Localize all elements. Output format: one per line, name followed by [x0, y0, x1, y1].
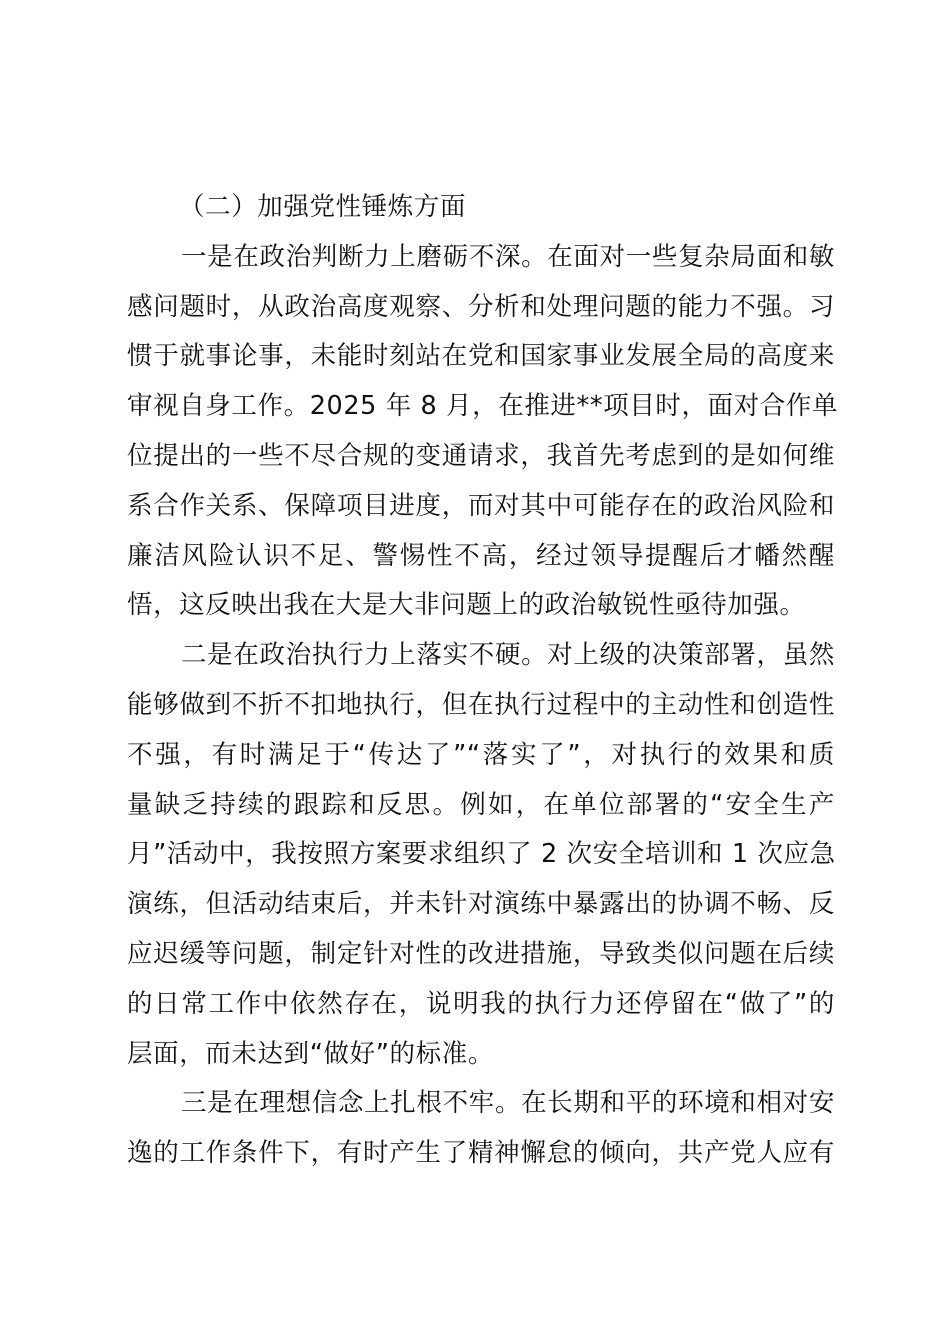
paragraph-line: 感问题时，从政治高度观察、分析和处理问题的能力不强。习	[127, 291, 835, 322]
paragraph-1	[127, 233, 839, 631]
document-page	[127, 183, 839, 1179]
paragraph-line: 量缺乏持续的跟踪和反思。例如，在单位部署的“安全生产	[127, 789, 835, 820]
paragraph-line: 应迟缓等问题，制定针对性的改进措施，导致类似问题在后续	[127, 938, 835, 969]
paragraph-line: 一是在政治判断力上磨砺不深。在面对一些复杂局面和敏	[181, 241, 835, 272]
paragraph-line: 二是在政治执行力上落实不硬。对上级的决策部署，虽然	[181, 640, 835, 671]
paragraph-line: 月”活动中，我按照方案要求组织了 2 次安全培训和 1 次应急	[127, 839, 836, 870]
paragraph-line: 能够做到不折不扣地执行，但在执行过程中的主动性和创造性	[127, 689, 835, 720]
paragraph-line: 的日常工作中依然存在，说明我的执行力还停留在“做了”的	[127, 988, 835, 1019]
paragraph-line: 悟，这反映出我在大是大非问题上的政治敏锐性亟待加强。	[127, 590, 806, 621]
paragraph-line: 演练，但活动结束后，并未针对演练中暴露出的协调不畅、反	[127, 889, 835, 920]
paragraph-3	[127, 1079, 835, 1179]
paragraph-line: 惯于就事论事，未能时刻站在党和国家事业发展全局的高度来	[127, 341, 835, 372]
paragraph-2	[127, 631, 835, 1079]
paragraph-line: 层面，而未达到“做好”的标准。	[127, 1038, 494, 1069]
paragraph-line: 廉洁风险认识不足、警惕性不高，经过领导提醒后才幡然醒	[127, 540, 835, 571]
paragraph-line: 不强，有时满足于“传达了”“落实了”，对执行的效果和质	[127, 739, 835, 770]
paragraph-line: 审视自身工作。2025 年 8 月，在推进**项目时，面对合作单	[127, 391, 839, 422]
paragraph-line: 系合作关系、保障项目进度，而对其中可能存在的政治风险和	[127, 490, 835, 521]
paragraph-line: 逸的工作条件下，有时产生了精神懈怠的倾向，共产党人应有	[127, 1138, 835, 1169]
paragraph-line: 三是在理想信念上扎根不牢。在长期和平的环境和相对安	[181, 1088, 835, 1119]
paragraph-line: 位提出的一些不尽合规的变通请求，我首先考虑到的是如何维	[127, 440, 835, 471]
section-heading: （二）加强党性锤炼方面	[179, 192, 467, 222]
